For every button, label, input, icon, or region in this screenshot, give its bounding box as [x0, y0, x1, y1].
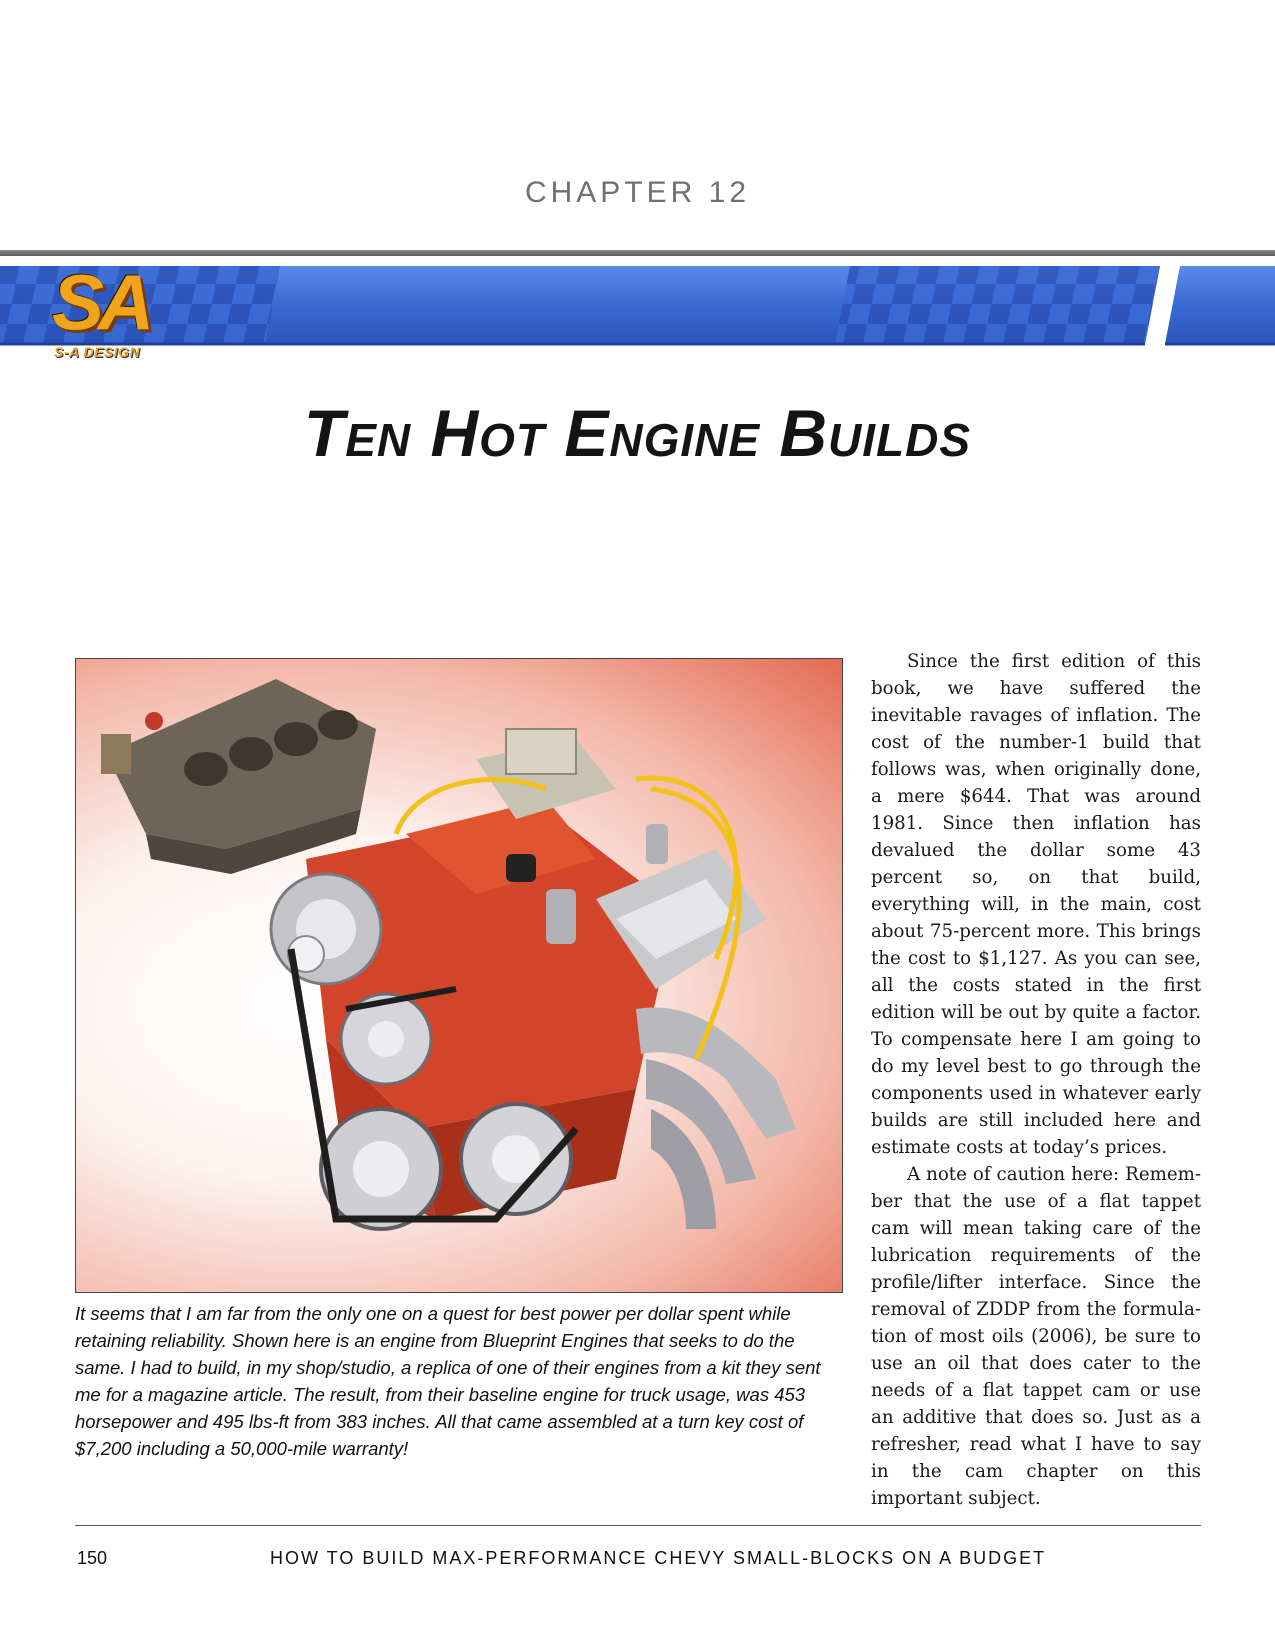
footer-rule — [75, 1525, 1201, 1526]
body-text — [871, 648, 1201, 1512]
page-title: Ten Hot Engine Builds — [303, 396, 972, 470]
chapter-banner — [0, 264, 1275, 346]
logo-letters: SA — [52, 258, 149, 346]
body-paragraph-1: Since the first edition of this book, we have suffered the inevitable ravages of inflation. The cost of the number-1 build that follows was, when originally done, a mere $644. That was around 1981. Since then inflation has devalued the dollar some 43 percent so, on that build, everything will, in the main, cost about 75-percent more. This brings the cost to $1,127. As you can see, all the costs stated in the first edition will be out by quite a factor. To compensate here I am going to do my level best to go through the components used in whatever early builds are still included here and estimate costs at today’s prices. — [871, 651, 1201, 1158]
bare-engine-block — [101, 679, 376, 874]
body-paragraph-2: A note of caution here: Remember that the use of a flat tappet cam will mean taking care of the lubrication requirements of the profile/lifter interface. Since the removal of ZDDP from the formulation of most oils (2006), be sure to use an oil that does cater to the needs of a flat tappet cam or use an additive that does so. Just as a refresher, read what I have to say in the cam chapter on this important subject. — [871, 1164, 1201, 1509]
running-footer-title: HOW TO BUILD MAX-PERFORMANCE CHEVY SMALL-BLOCKS ON A BUDGET — [270, 1548, 1047, 1568]
header-rule — [0, 250, 1275, 256]
sa-design-logo — [48, 260, 168, 360]
chapter-label: CHAPTER 12 — [524, 176, 751, 209]
figure-caption: It seems that I am far from the only one on a quest for best power per dollar spent while retaining reliability. Shown here is an engine from Blueprint Engines that seeks to do the same. I had to build, in my shop/studio, a replica of one of their engines from a kit they sent me for a magazine article. The result, from their baseline engine for truck usage, was 453 horsepower and 495 lbs-ft from 383 inches. All that came assembled at a turn key cost of $7,200 including a 50,000-mile warranty! — [75, 1303, 821, 1459]
engine-photo — [75, 658, 843, 1293]
page-number: 150 — [77, 1548, 108, 1568]
logo-subtitle: S-A DESIGN — [54, 344, 141, 360]
